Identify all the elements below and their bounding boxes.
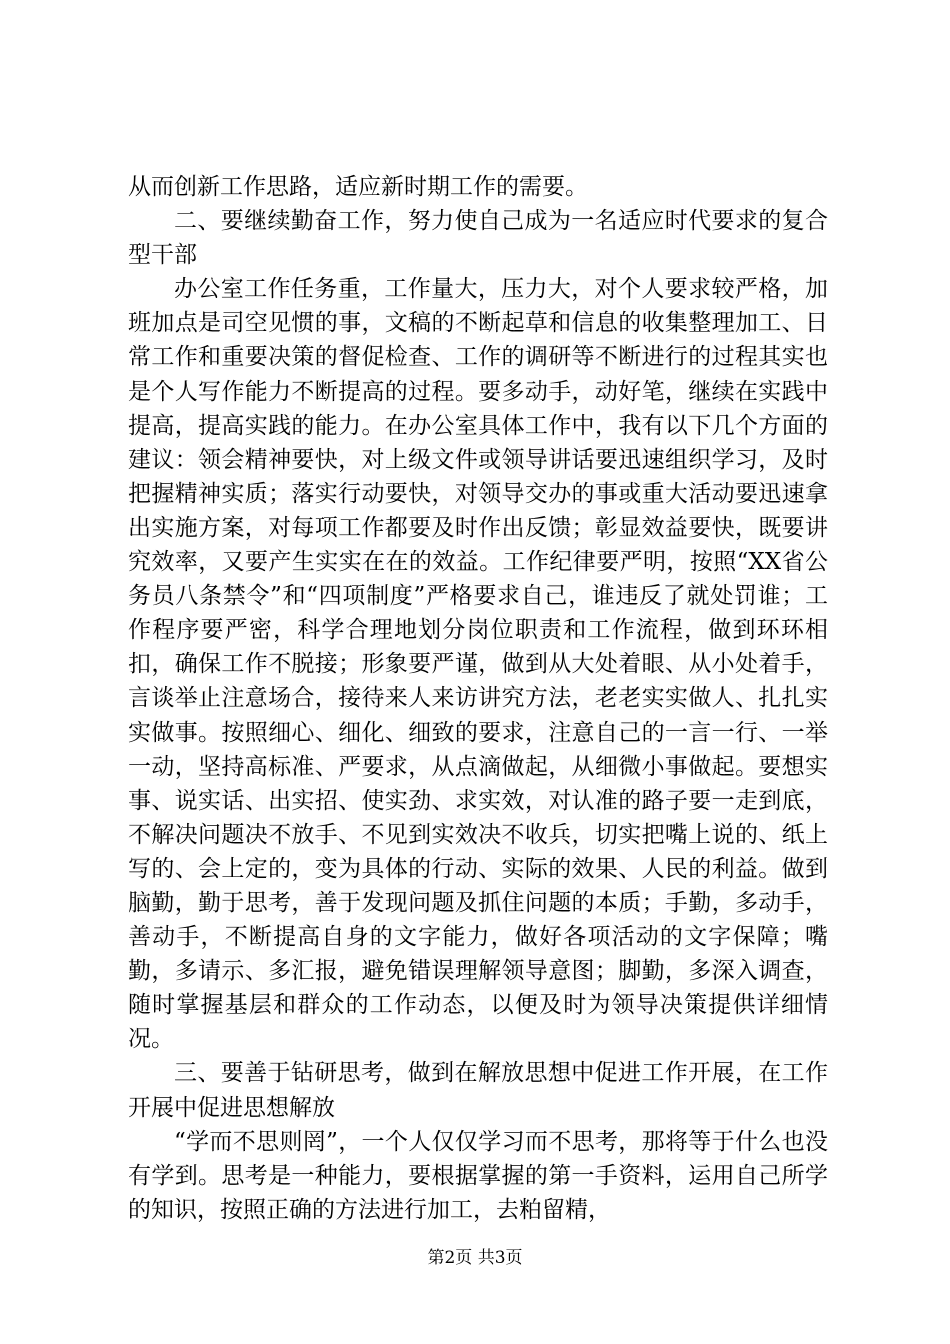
- paragraph-thinking: “学而不思则罔”，一个人仅仅学习而不思考，那将等于什么也没有学到。思考是一种能力，要根据掌握的第一手资料，运用自己所学的知识，按照正确的方法进行加工，去粕留精，: [128, 1128, 828, 1223]
- page-footer: [0, 1243, 950, 1268]
- document-body: [128, 170, 828, 1227]
- page-number: 第2页 共3页: [427, 1248, 523, 1268]
- paragraph-office-work: 办公室工作任务重，工作量大，压力大，对个人要求较严格，加班加点是司空见惯的事，文稿的不断起草和信息的收集整理加工、日常工作和重要决策的督促检查、工作的调研等不断进行的过程其实也是个人写作能力不断提高的过程。要多动手，动好笔，继续在实践中提高，提高实践的能力。在办公室具体工作中，我有以下几个方面的建议：领会精神要快，对上级文件或领导讲话要迅速组织学习，及时把握精神实质；落实行动要快，对领导交办的事或重大活动要迅速拿出实施方案，对每项工作都要及时作出反馈；彰显效益要快，既要讲究效率，又要产生实实在在的效益。工作纪律要严明，按照“XX省公务员八条禁令”和“四项制度”严格要求自己，谁违反了就处罚谁；工作程序要严密，科学合理地划分岗位职责和工作流程，做到环环相扣，确保工作不脱接；形象要严谨，做到从大处着眼、从小处着手，言谈举止注意场合，接待来人来访讲究方法，老老实实做人、扎扎实实做事。按照细心、细化、细致的要求，注意自己的一言一行、一举一动，坚持高标准、严要求，从点滴做起，从细微小事做起。要想实事、说实话、出实招、使实劲、求实效，对认准的路子要一走到底，不解决问题决不放手、不见到实效决不收兵，切实把嘴上说的、纸上写的、会上定的，变为具体的行动、实际的效果、人民的利益。做到脑勤，勤于思考，善于发现问题及抓住问题的本质；手勤，多动手，善动手，不断提高自身的文字能力，做好各项活动的文字保障；嘴勤，多请示、多汇报，避免错误理解领导意图；脚勤，多深入调查，随时掌握基层和群众的工作动态，以便及时为领导决策提供详细情况。: [128, 276, 828, 1053]
- section-heading-2: 二、要继续勤奋工作，努力使自己成为一名适应时代要求的复合型干部: [128, 208, 828, 269]
- section-heading-3: 三、要善于钻研思考，做到在解放思想中促进工作开展，在工作开展中促进思想解放: [128, 1060, 828, 1121]
- paragraph-continuation: 从而创新工作思路，适应新时期工作的需要。: [128, 174, 588, 200]
